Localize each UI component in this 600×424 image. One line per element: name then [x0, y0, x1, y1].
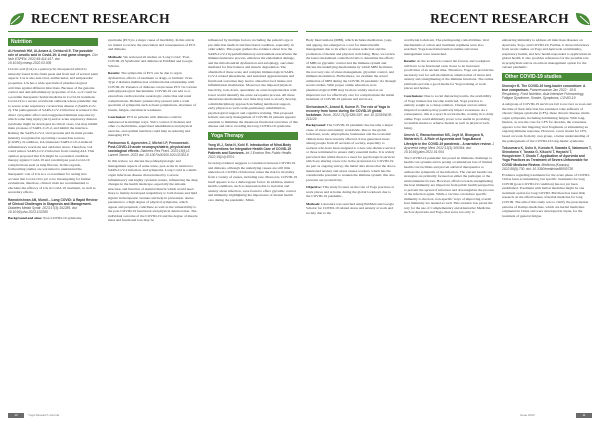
- footer-text-right: Issue 2023: [520, 413, 535, 417]
- paragraph-label: Conclusion:: [108, 115, 127, 120]
- abstract-paragraph: Body Interventions (MBI), which includes meditation, yoga, and qigong, has emerged as a tool for mental health management due to its effect on stress reduction and the promotion of mental and physical well-being. Here, we review the latest randomized controlled trials to determine the effects of MBI on glycemic control and the immune system and discuss the underlying mechanisms by which MBI facilitates the recovery rate of stress management, glycemic control, and immune modulation. Furthermore, we examine the actual utilization of MBI during the COVID-19 pandemic via through recent studies. With proper online education, non-pharmacological MBI may be more widely used as an important tool for effectively care for complications the initial treatment of COVID-19 patients and survivors.: [306, 38, 396, 102]
- ref-journal: Medicina (Kaunas). 2022;58(5):730. doi: 10.3390/medicina58050730: [502, 162, 574, 171]
- abstract-paragraph: A subgroup of COVID-19 survivors fail to recover as soon and the time of their infection has extended. Like sufferers of chronic fatigue syndrome (CFS), these chronic disease, multi-organ symptoms, including debilitating fatigue. With long-haulers, as was the case for CFS for decades, the consensus appears to be that lingering viral fragments or stimulating an ongoing immune response. However, a new model for CFS, based on work from my own group, a better understanding of the pathogenesis of the COVID-19 long-hauler syndrome.: [502, 102, 592, 143]
- column-5: [404, 38, 494, 410]
- reference-citation[interactable]: [108, 141, 198, 157]
- ref-title: A Role of Ayurveda and Yoga-Based Lifestyle in the COVID-19 pandemic - A narrative review.: [404, 137, 492, 146]
- leaf-icon: [8, 11, 26, 27]
- abstract-paragraph: [108, 115, 198, 138]
- ref-journal: Clin Nutr ESPEN. 2022;49:414-417. doi: 10.1016/j.clnesp.2022.03.009: [8, 53, 98, 66]
- ref-authors: Al-Hurairah HM, Al-Amara A, Dehkordi E.: [8, 49, 72, 53]
- paragraph-label: Objective:: [306, 185, 322, 190]
- header-left: [8, 8, 298, 32]
- abstract-paragraph: Evidence regarding treatments for the acute phase of COVID-19 has been accumulating, but specific treatments for long COVID (post-COVID-19 condition) has not yet been established. Treatment with herbal medicine might be one treatment option for long COVID. But there has been little research on the effectiveness of herbal medicine for long COVID. The aim of this study was to clarify the prescription patterns of Kampo medicines, which are herbal medicines originated in China and were developed in Japan, for the treatment of general fatigue: [502, 172, 591, 218]
- column-2: [108, 38, 198, 410]
- abstract-paragraph: [306, 185, 396, 199]
- ref-authors: Umesh C, Ramachandran MS, Joyti M, Bhargava N, Maharishi S.: [404, 133, 485, 142]
- ref-authors: Ramakrishnan AB, Murali...: [8, 197, 51, 202]
- abstract-paragraph: influenced by multiple factors, including the patient's age at pre-infection medical and functional condition, especially in older adults. This paper gathers the evidence about how the SARS-CoV-2 hyperinflammatory environment exacerbates the immunoresistance process, enhances the endothelial damage, and the mitochondrial dysfunction and autophagy, outcomes mediated for fine balance and muscle degradation. The aftermath of these acute and complex immunological SARS-CoV-2 related phenomena, and sustained aggressiveness and functional outcomes may lead to abnormal food intake and inflammation modulation. Moreover, the imposed physical inactivity, lock-down, quarantine on acute hospitalisation with lower would intensify the acute sarcopenia process. All these deleterious mechanisms over time may lead to slowly develop a multidisciplinary approach including nutritional support, early physical as well cardio-pulmonary rehabilitation, psychological support and cognitive training. This proposed holistic and early management of COVID-19 patients appears essential to minimise the disastrous functional outcomes of this disease and allow avoiding the long COVID-19 syndrome.: [208, 38, 298, 129]
- paragraph-label: Background and aims:: [8, 216, 43, 221]
- ref-title: Introduction of Mind-Body Interventions for Integrative Health Care of COVID-19 Patients and Survivors.: [208, 142, 292, 156]
- ref-title: The role of Yoga in recovery from home during the COVID-19 global lockdown.: [306, 104, 390, 117]
- abstract-paragraph: In this review, we discuss the pathophysiologic and management aspects of some acute, post-acute in relation to SARS-CoV-2 infection, and symptoms. Long Covid is a multi-organ infectious disease characterised by a severe inflammatory and highly cytokinic nature, influencing the deep changes in the health landscape, especially the amount, structure, and function of skeletal muscle which would need more to mainly developed nonprimary to both tissues and lipid signals in therapeutic avenues and help in prevention. Aware persistent to a high degree of physical symptoms, which appear and perpetual, contribute as well as the vulnerability to the post-COVID-19 functional and physical deterioration. The individual outcome of the COVID-19 and the degree of muscle mass and functional loss may be: [108, 159, 198, 223]
- ref-authors: Diomajer B.: [502, 83, 521, 88]
- abstract-paragraph: Ursolic acid (UA) is a pentacyclic triterpenoid which is naturally found in the fruits peels and from leaf of several plant aspects. UA is also anti-viral, antibacterial, and antiparasitic properties. UA has a wide spectrum of pharmacological activities against different infections. Because of the genome control and anti-inflammatory properties of UA, so it could be a possible therapeutic herbal medicine in Covid-19 treatment. Covid-19 is a severe worldwide outbreak whose pandemic due to severe acute respiratory coronavirus disease 2 (SARS-CoV-2). The pathogenesis of SARS-CoV-2 infection is related to the direct cytopathic effect and exaggerated immune response by which some lung injury (ALI) and/or acute respiratory distress syndrome might be developed in critical cases. UA may inhibit main protease of SARS-CoV-2, and inhibit the interface. Raising the SARS-CoV-2 viral proteins and its main protein intensity recognized in upcoming coronavirus sources (CASEI). In addition, UA attenuates SARS-CoV-2-induced inflammatory reactions and oxidative stress. Therefore, UA could reduce SARS-CoV-2 infection from causing ALI. This opinion proposed that UA might be a potential candidate therapy against Covid-19 and can mitigate post-Covid-19 complications such as lung fibrosis. In this regards, forthcoming studies are warranted to understand the therapeutic role of UA as a co-treatment for testing into account that Covid-19 is yet to be investigating for further evaluations, therefore, clinical trials are recommended to elucidate the efficacy of UA in Covid-19 treatment, as well as secondary effects.: [8, 67, 98, 195]
- header-rule: [306, 31, 592, 32]
- section-heading-yoga-therapy: Yoga Therapy: [208, 132, 298, 140]
- reference-citation[interactable]: [8, 49, 98, 65]
- column-4: [306, 38, 396, 410]
- header-rule: [8, 31, 298, 32]
- ref-title: Long COVID: A Rapid Review of Clinical Challenges in Diagnosis and Management.: [8, 197, 98, 206]
- ref-authors: Tokuumaru K, Usho K, Kuroda H, Sawada S, Nakamura T, Shinatama Y, Tanaka G, Kikuchi T, Hayashi T, Hoogstraten T, Okada T.: [502, 146, 592, 159]
- paragraph-label: Results:: [404, 59, 417, 64]
- paragraph-text: This study focuses on the role of Yoga practices at work places and at home during the global lockdown due to the COVID-19 pandemic.: [306, 185, 394, 199]
- header-title: RECENT RESEARCH: [31, 11, 170, 26]
- reference-citation[interactable]: [208, 143, 298, 159]
- ref-title: Application of Ayurveda and Yoga Practices as Treatment of Severe-Unfavorable for COVID Medicine Review.: [502, 154, 588, 167]
- ref-journal: Work. 2022;71(3):S89-S97. doi: 10.3233/WOR-211129: [306, 112, 393, 121]
- ref-journal: Diabetes Metab Syndr. 2023;17(3):102285. doi: 10.1016/j.dsx.2023.102285: [8, 205, 78, 214]
- abstract-paragraph: [8, 216, 98, 221]
- leaf-icon: [574, 11, 592, 27]
- page-number-left: 10: [8, 413, 24, 418]
- paragraph-text: The symptoms of PCS can be due to organ dysfunction, effects of treatment or drugs, or intrinsic virus. Type 2 diabetes mellitus has a bidirectional relationship with COVID-19. Presence of diabetes can increase PCS via various pathophysiological mechanisms. COVID-19 can add to or exacerbate cardiovascular, neurologic, endocrine and renal complications. Diabetic patients may present with a wide spectrum of symptoms such as heart palpitations, shortness of breath, fatigue, and muscle weakness.: [108, 71, 197, 112]
- ref-authors: Shrivastava K, Anand B, Kumar R.: [306, 104, 360, 109]
- abstract-paragraph: worldwide lockdown. The predisposing comorbidities, vital mechanisms of action and treatment regimens were also searched. Yoga-based intervention studies and stress management were researched.: [404, 38, 489, 56]
- abstract-paragraph: enhancing immunity to address all infectious diseases on Ayurveda, Yoga, and COVID-19. Further, it draws inferences from recent studies on Yoga and Ayurveda on immunity, respiratory health, and how health responded to applications in global health. It also provides references for the possible role in prophylaxis and as an add-on management option for the current pandemic.: [502, 38, 592, 70]
- ref-title: The possible role of ursolic acid in Covid-19: A real game changer.: [8, 49, 93, 58]
- abstract-paragraph: [306, 123, 396, 182]
- ref-journal: Diabetes Res Pract. 2023;19(1):2. Lancet Tanner. 2023 doi: 10.1007/s00100-020-02183-6: [108, 149, 191, 158]
- column-1: [8, 38, 98, 410]
- paragraph-text: We reviewed all studies on 'Long Covid', 'Post-COVID-19 Syndrome' and diabetes in PubMed and Google Scholar.: [108, 54, 193, 68]
- abstract-paragraph: [404, 94, 494, 130]
- ref-journal: J Ayurveda Integr Med. 2022;13(1):100364. doi: 10.1016/j.jaim.2021.01.004: [404, 141, 494, 154]
- paragraph-label: Methods:: [306, 201, 321, 206]
- abstract-paragraph: syndrome (PCS) is a major cause of morbidity. In this article we intend to review the association and consequences of PCS and diabetes.: [108, 38, 196, 52]
- abstract-paragraph: Growing evidence suggests a correlation between COVID-19 and diabetes, although the underlying causes are still little understood. COVID-19 infection raises the risk for mortality from a variety of causes, including rare. Moreover, COVID-19 itself appears to be a diabetogenic factor. In addition, mental health conditions, such as depression due to isolation and anxiety about infection, were found to effect glycemic control and immunity, highlighting the importance of mental health care during the pandemic. Mind-: [208, 161, 297, 202]
- column-3: [208, 38, 298, 410]
- section-heading-other-covid: Other COVID-19 studies: [502, 73, 592, 81]
- abstract-paragraph: [306, 202, 396, 216]
- reference-citation[interactable]: [502, 146, 592, 171]
- header-title: RECENT RESEARCH: [430, 11, 569, 26]
- paragraph-text: The COVID-19 pandemic has become a major cause of stress and anxiety worldwide. Due to the global lockdown, work, employment, businesses and the economic climate have been severely affected. It has generated stress among people from all sections of society, especially to workers who have been assigned to a new tele-distance service or those terminated to ensure daily essential items. It is widely perceived that whilst there is a need for psychological services which are sharing a new role in the profession for COVID-19. As part as ongoing survey, the initial data shows that the above mentioned anxiety and stress causes workers, which has the considerable potential to weaken the immune system; this also prevents our productivity.: [306, 123, 396, 182]
- footer-text-left: Yoga Research Journal: [28, 413, 60, 417]
- abstract-paragraph: [108, 55, 198, 69]
- paragraph-label: Results:: [108, 71, 121, 76]
- paragraph-label: Methods:: [108, 54, 123, 59]
- ref-title: The COVID-19 long-hauler conundrum: A true comparison.: [502, 83, 586, 92]
- abstract-paragraph: The COVID-19 pandemic has posed an immense challenge to health care systems and is posing a tremendous loss of limited health care facilities and proven antiviral therapeutics to address the symptoms of the infection. The current health care strategies are primarily focused on either the pathogen or the environmental factors. However, efforts towards strengthening the host immunity are important from public health perspective to prevent the spread of infection and downregulate the process of the infection again. While a vaccine can induce specific immunity to the host, non-specific ways of improving overall host immunity are needed as well. This scenario has paved the way for the use of Complementary and Alternative Medicine such as Ayurveda and Yoga, that serve not only to: [404, 155, 494, 215]
- ref-authors: Pastoureau K, Agovestes J, Michel I-P, Pennaneach.: [108, 140, 190, 145]
- ref-journal: Int J Environ Res Public Health. 2022;19(14):8701.: [208, 151, 292, 160]
- reference-citation[interactable]: [502, 84, 592, 100]
- paragraph-text: At the lockdown context but forever and workplace will have to be functional even closer to an increased proclivities of an ancient time. Therefore, Yoga can provide the necessary tool for self-modulation, amelioration of stress and anxiety and strengthening of the immune functions. The online platforms provide a good media for Yoga training at work places and homes.: [404, 59, 494, 91]
- page-number-right: 11: [576, 413, 592, 418]
- paragraph-label: Conclusions:: [404, 94, 424, 99]
- reference-citation[interactable]: [8, 198, 98, 214]
- ref-journal: Parameswaran Jan 2022 · 18:8. Respiratory, Food Nutrition, Asia Intensive Pulmonology, Fatigue Syndrome, Smoke, Symptoms, COVID-19: [502, 87, 585, 101]
- section-heading-nutrition: Nutrition: [8, 38, 98, 46]
- header-right: [306, 8, 592, 32]
- ref-authors: Yang W-J, Saha N, Kohl E.: [208, 142, 249, 147]
- paragraph-text: Post-COVID-19 syndrome: [43, 216, 82, 221]
- paragraph-label: Background:: [306, 123, 326, 128]
- paragraph-text: Literature was searched using PubMed and Google Scholar for COVID-19 related stress and anxiety at work and society due to the: [306, 201, 394, 215]
- paragraph-text: Due to social distancing norms, the availability of Yoga trainers has become restricted. Yoga practice is entirely sought as a cheap solution. Cheaper and an online imparted workshop may positively impact awareness. As a consequence, this is a sport in social media, coaxing in to daily online Yoga could ultimately prove to be useful in providing accessible means to achieve mental as well as physical well-being.: [404, 94, 494, 130]
- reference-citation[interactable]: [404, 133, 494, 153]
- abstract-paragraph: [404, 59, 494, 91]
- abstract-paragraph: [108, 71, 198, 112]
- ref-title: Post-COVID-19 acute neuropsychiatric, physical and sociological effects.: [108, 145, 191, 154]
- reference-citation[interactable]: [306, 105, 396, 121]
- paragraph-text: PCS in patients with diabetes could be understood in multiple ways. Strict control of diabetes and other co-morbidities, supervised rehabilitation and physical exercise, and optimal nutrition could help in reducing and managing PCS.: [108, 115, 193, 138]
- column-6: [502, 38, 592, 410]
